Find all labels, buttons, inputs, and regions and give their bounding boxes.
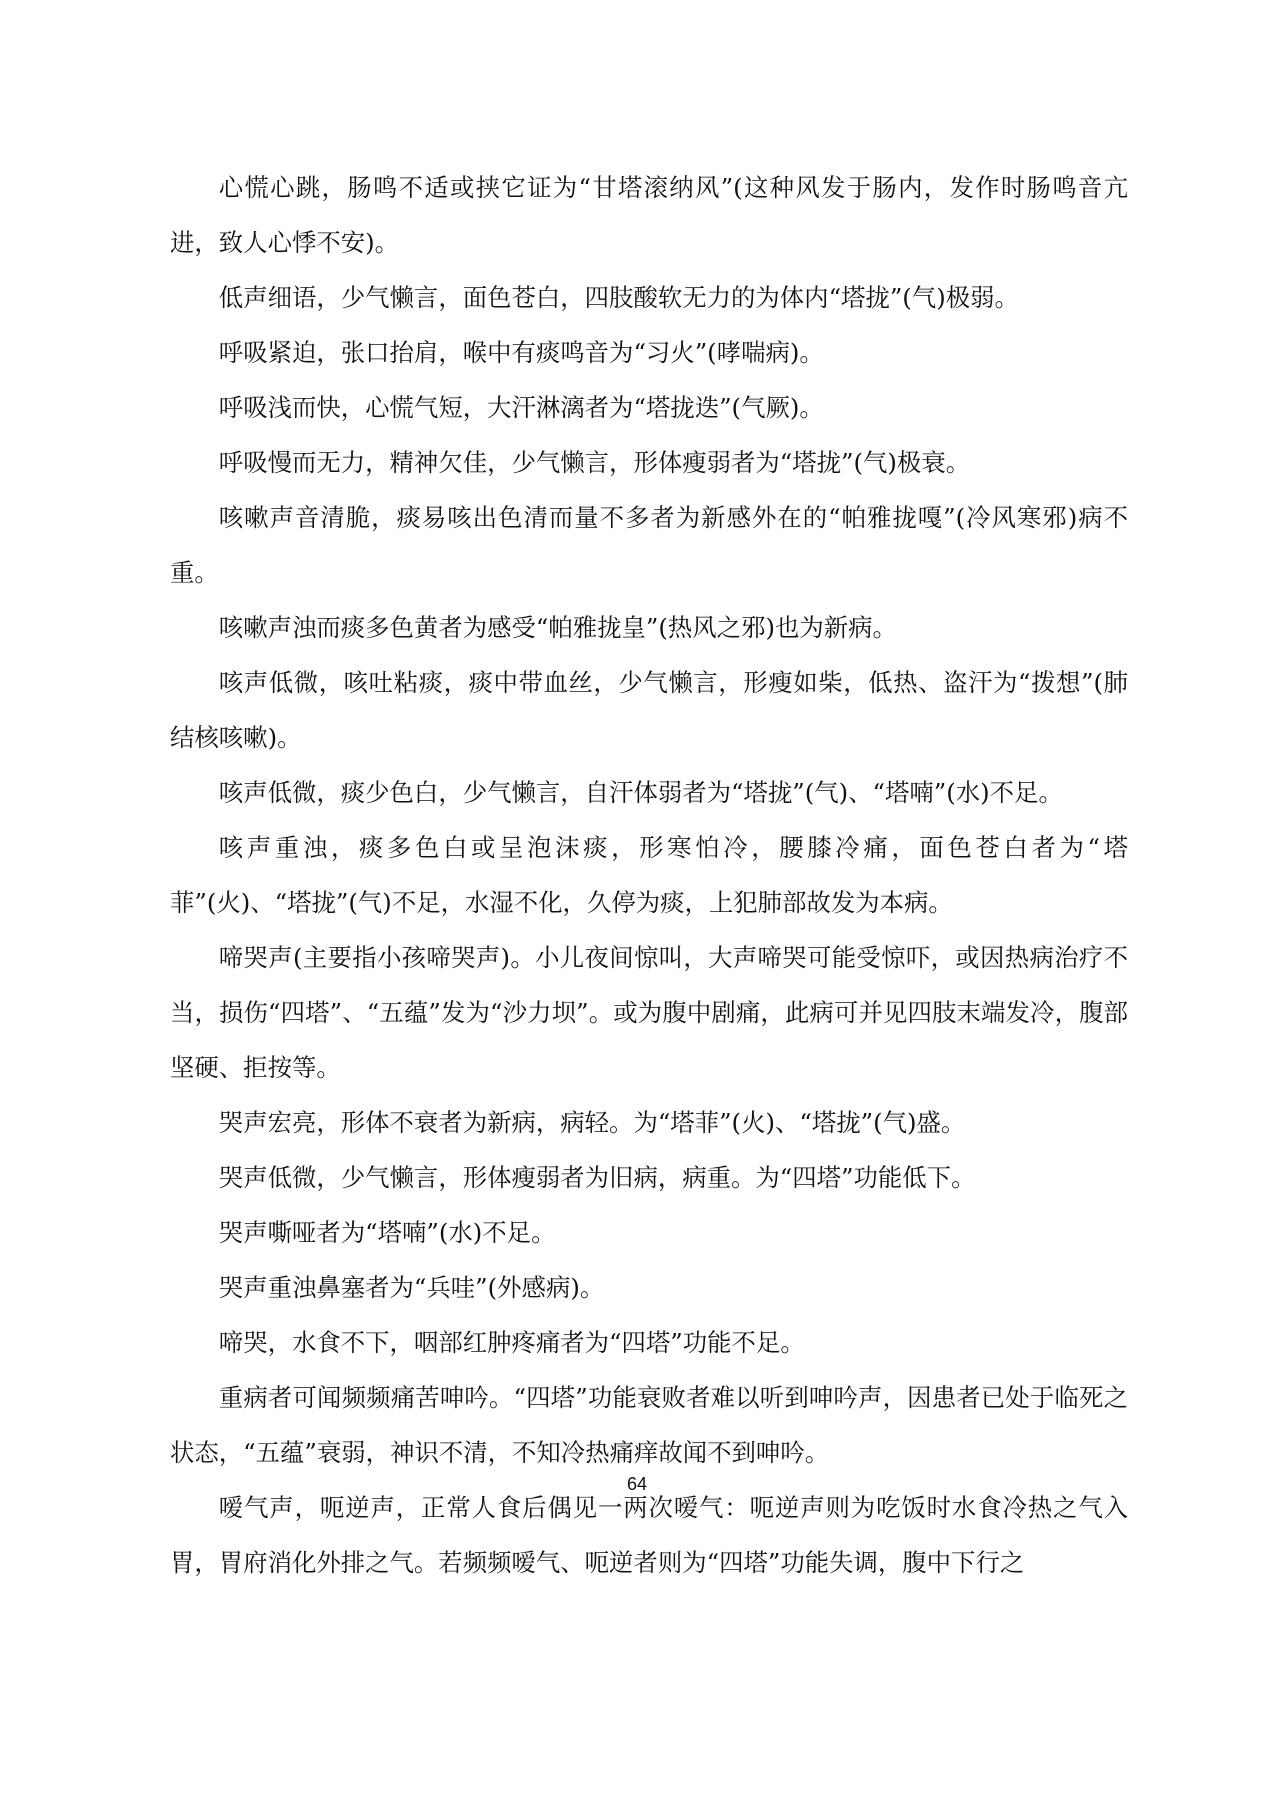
paragraph: 啼哭声(主要指小孩啼哭声)。小儿夜间惊叫，大声啼哭可能受惊吓，或因热病治疗不当，损伤“四塔”、“五蕴”发为“沙力坝”。或为腹中剧痛，此病可并见四肢末端发冷，腹部坚硬、拒按等。 xyxy=(170,943,1128,1082)
paragraph: 咳声低微，痰少色白，少气懒言，自汗体弱者为“塔拢”(气)、“塔喃”(水)不足。 xyxy=(218,778,1063,807)
paragraph: 咳声重浊，痰多色白或呈泡沫痰，形寒怕冷，腰膝冷痛，面色苍白者为“塔菲”(火)、“塔拢”(气)不足，水湿不化，久停为痰，上犯肺部故发为本病。 xyxy=(170,833,1128,917)
paragraph: 低声细语，少气懒言，面色苍白，四肢酸软无力的为体内“塔拢”(气)极弱。 xyxy=(218,283,1019,312)
paragraph: 哭声重浊鼻塞者为“兵哇”(外感病)。 xyxy=(218,1273,605,1302)
paragraph: 哭声宏亮，形体不衰者为新病，病轻。为“塔菲”(火)、“塔拢”(气)盛。 xyxy=(218,1108,966,1137)
paragraph: 啼哭，水食不下，咽部红肿疼痛者为“四塔”功能不足。 xyxy=(218,1328,805,1357)
page-number: 64 xyxy=(626,1474,648,1494)
paragraph: 咳声低微，咳吐粘痰，痰中带血丝，少气懒言，形瘦如柴，低热、盗汗为“拨想”(肺结核咳嗽)。 xyxy=(170,668,1128,752)
paragraph: 咳嗽声浊而痰多色黄者为感受“帕雅拢皇”(热风之邪)也为新病。 xyxy=(218,613,897,642)
paragraph: 嗳气声，呃逆声，正常人食后偶见一两次嗳气：呃逆声则为吃饭时水食冷热之气入胃，胃府消化外排之气。若频频嗳气、呃逆者则为“四塔”功能失调，腹中下行之 xyxy=(170,1493,1128,1577)
paragraph: 心慌心跳，肠鸣不适或挟它证为“甘塔滚纳风”(这种风发于肠内，发作时肠鸣音亢进，致人心悸不安)。 xyxy=(170,173,1128,257)
paragraph: 哭声低微，少气懒言，形体瘦弱者为旧病，病重。为“四塔”功能低下。 xyxy=(218,1163,976,1192)
paragraph: 呼吸慢而无力，精神欠佳，少气懒言，形体瘦弱者为“塔拢”(气)极衰。 xyxy=(218,448,971,477)
document-body xyxy=(170,160,1128,1590)
paragraph: 哭声嘶哑者为“塔喃”(水)不足。 xyxy=(218,1218,556,1247)
paragraph: 呼吸紧迫，张口抬肩，喉中有痰鸣音为“习火”(哮喘病)。 xyxy=(218,338,824,367)
paragraph: 呼吸浅而快，心慌气短，大汗淋漓者为“塔拢迭”(气厥)。 xyxy=(218,393,824,422)
paragraph: 重病者可闻频频痛苦呻吟。“四塔”功能衰败者难以听到呻吟声，因患者已处于临死之状态，“五蕴”衰弱，神识不清，不知冷热痛痒故闻不到呻吟。 xyxy=(170,1383,1128,1467)
paragraph: 咳嗽声音清脆，痰易咳出色清而量不多者为新感外在的“帕雅拢嘎”(冷风寒邪)病不重。 xyxy=(170,503,1128,587)
